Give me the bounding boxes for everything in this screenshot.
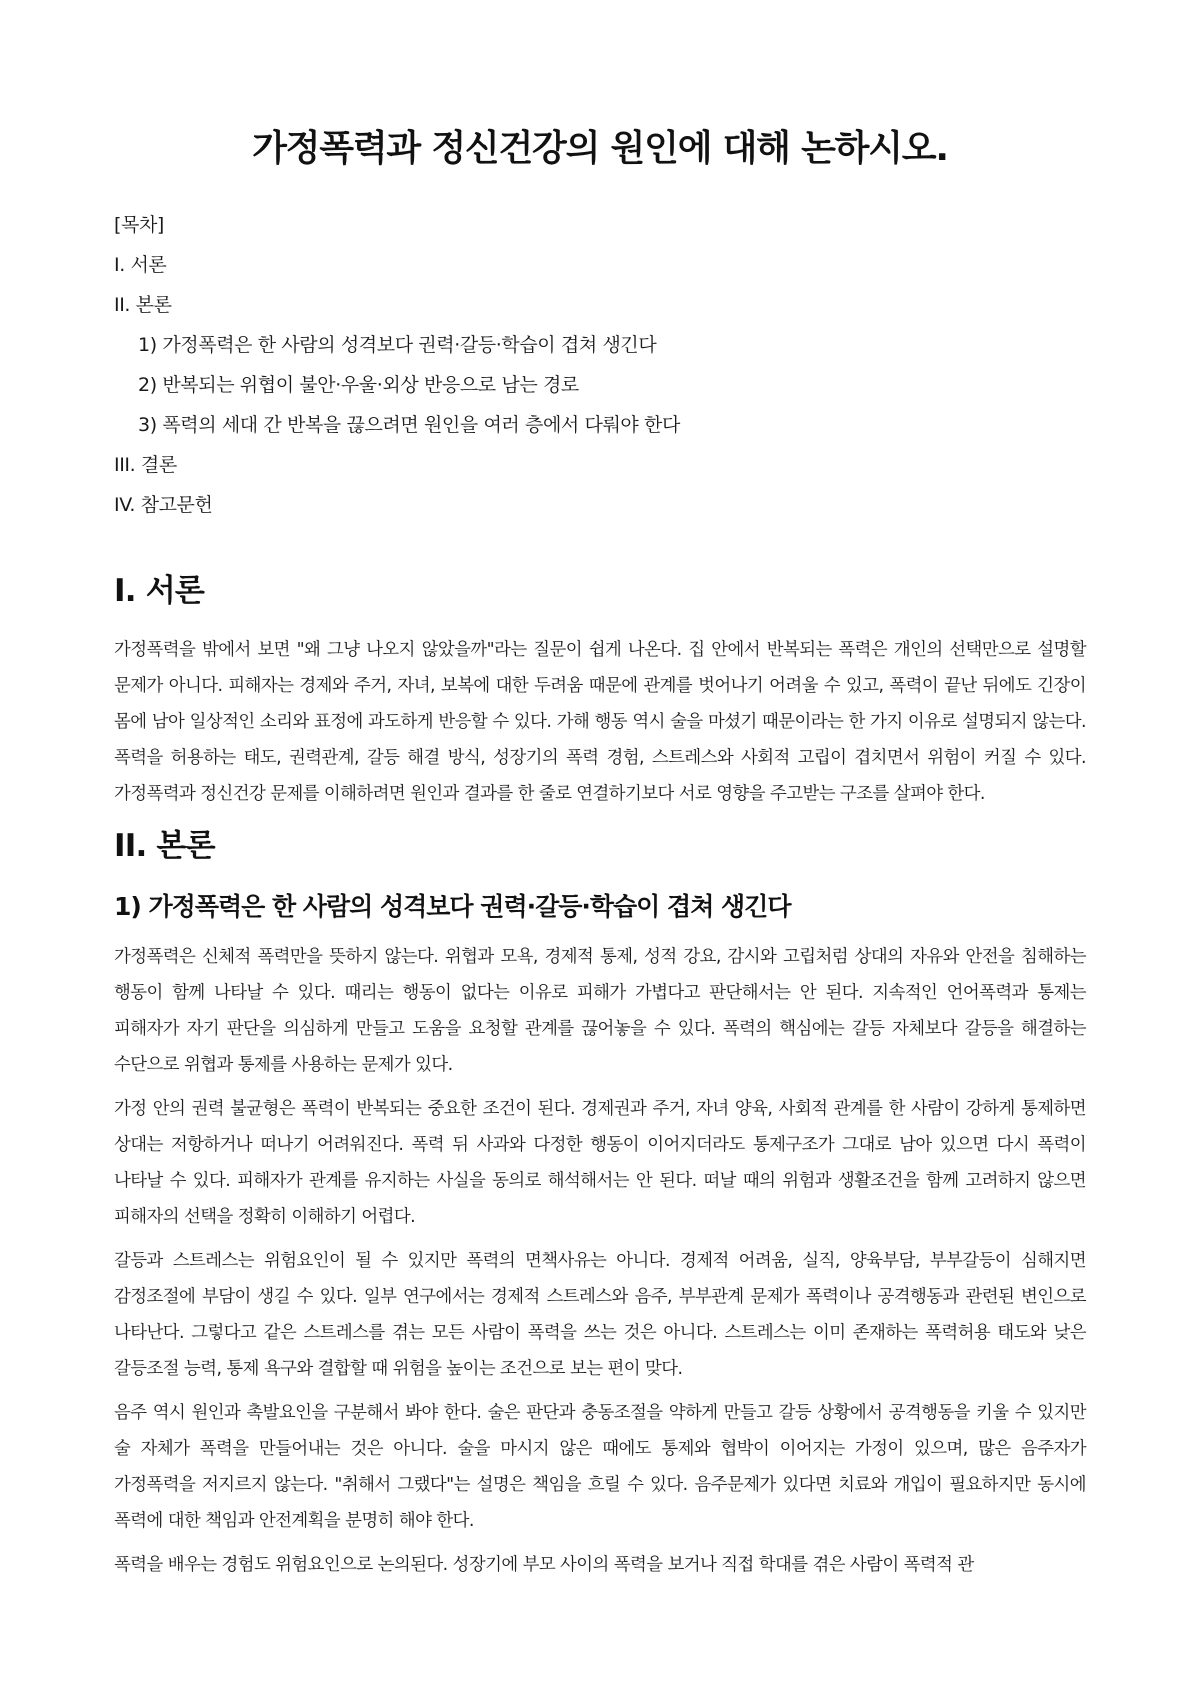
document-title: 가정폭력과 정신건강의 원인에 대해 논하시오. (252, 128, 948, 169)
body-paragraph: 가정 안의 권력 불균형은 폭력이 반복되는 중요한 조건이 된다. 경제권과 주거, 자녀 양육, 사회적 관계를 한 사람이 강하게 통제하면 상대는 저항하거나 떠나기 어려워진다. 폭력 뒤 사과와 다정한 행동이 이어지더라도 통제구조가 그대로 남아 있으면 다시 폭력이 나타날 수 있다. 피해자가 관계를 유지하는 사실을 동의로 해석해서는 안 된다. 떠날 때의 위험과 생활조건을 함께 고려하지 않으면 피해자의 선택을 정확히 이해하기 어렵다. (114, 1099, 1086, 1227)
table-of-contents (114, 205, 1086, 525)
toc-subitem: 3) 폭력의 세대 간 반복을 끊으려면 원인을 여러 층에서 다뤄야 한다 (138, 414, 680, 436)
subsection-heading-1: 1) 가정폭력은 한 사람의 성격보다 권력·갈등·학습이 겹쳐 생긴다 (114, 892, 791, 921)
toc-heading: [목차] (114, 214, 164, 236)
body-paragraph: 폭력을 배우는 경험도 위험요인으로 논의된다. 성장기에 부모 사이의 폭력을 보거나 직접 학대를 겪은 사람이 폭력적 관 (114, 1555, 974, 1575)
body-paragraph: 갈등과 스트레스는 위험요인이 될 수 있지만 폭력의 면책사유는 아니다. 경제적 어려움, 실직, 양육부담, 부부갈등이 심해지면 감정조절에 부담이 생길 수 있다. 일부 연구에서는 경제적 스트레스와 음주, 부부관계 문제가 폭력이나 공격행동과 관련된 변인으로 나타난다. 그렇다고 같은 스트레스를 겪는 모든 사람이 폭력을 쓰는 것은 아니다. 스트레스는 이미 존재하는 폭력허용 태도와 낮은 갈등조절 능력, 통제 욕구와 결합할 때 위험을 높이는 조건으로 보는 편이 맞다. (114, 1251, 1086, 1379)
intro-paragraph: 가정폭력을 밖에서 보면 "왜 그냥 나오지 않았을까"라는 질문이 쉽게 나온다. 집 안에서 반복되는 폭력은 개인의 선택만으로 설명할 문제가 아니다. 피해자는 경제와 주거, 자녀, 보복에 대한 두려움 때문에 관계를 벗어나기 어려울 수 있고, 폭력이 끝난 뒤에도 긴장이 몸에 남아 일상적인 소리와 표정에 과도하게 반응할 수 있다. 가해 행동 역시 술을 마셨기 때문이라는 한 가지 이유로 설명되지 않는다. 폭력을 허용하는 태도, 권력관계, 갈등 해결 방식, 성장기의 폭력 경험, 스트레스와 사회적 고립이 겹치면서 위험이 커질 수 있다. 가정폭력과 정신건강 문제를 이해하려면 원인과 결과를 한 줄로 연결하기보다 서로 영향을 주고받는 구조를 살펴야 한다. (114, 640, 1086, 804)
section-heading-body: II. 본론 (114, 828, 215, 864)
section-heading-intro: I. 서론 (114, 573, 204, 609)
toc-item: IV. 참고문헌 (114, 494, 213, 516)
body-paragraph: 음주 역시 원인과 촉발요인을 구분해서 봐야 한다. 술은 판단과 충동조절을 약하게 만들고 갈등 상황에서 공격행동을 키울 수 있지만 술 자체가 폭력을 만들어내는 것은 아니다. 술을 마시지 않은 때에도 통제와 협박이 이어지는 가정이 있으며, 많은 음주자가 가정폭력을 저지르지 않는다. "취해서 그랬다"는 설명은 책임을 흐릴 수 있다. 음주문제가 있다면 치료와 개입이 필요하지만 동시에 폭력에 대한 책임과 안전계획을 분명히 해야 한다. (114, 1403, 1086, 1531)
toc-item: II. 본론 (114, 294, 172, 316)
toc-item: I. 서론 (114, 254, 167, 276)
body-paragraph: 가정폭력은 신체적 폭력만을 뜻하지 않는다. 위협과 모욕, 경제적 통제, 성적 강요, 감시와 고립처럼 상대의 자유와 안전을 침해하는 행동이 함께 나타날 수 있다. 때리는 행동이 없다는 이유로 피해가 가볍다고 판단해서는 안 된다. 지속적인 언어폭력과 통제는 피해자가 자기 판단을 의심하게 만들고 도움을 요청할 관계를 끊어놓을 수 있다. 폭력의 핵심에는 갈등 자체보다 갈등을 해결하는 수단으로 위협과 통제를 사용하는 문제가 있다. (114, 947, 1086, 1075)
toc-subitem: 2) 반복되는 위협이 불안·우울·외상 반응으로 남는 경로 (138, 374, 579, 396)
toc-subitem: 1) 가정폭력은 한 사람의 성격보다 권력·갈등·학습이 겹쳐 생긴다 (138, 334, 657, 356)
toc-item: III. 결론 (114, 454, 177, 476)
